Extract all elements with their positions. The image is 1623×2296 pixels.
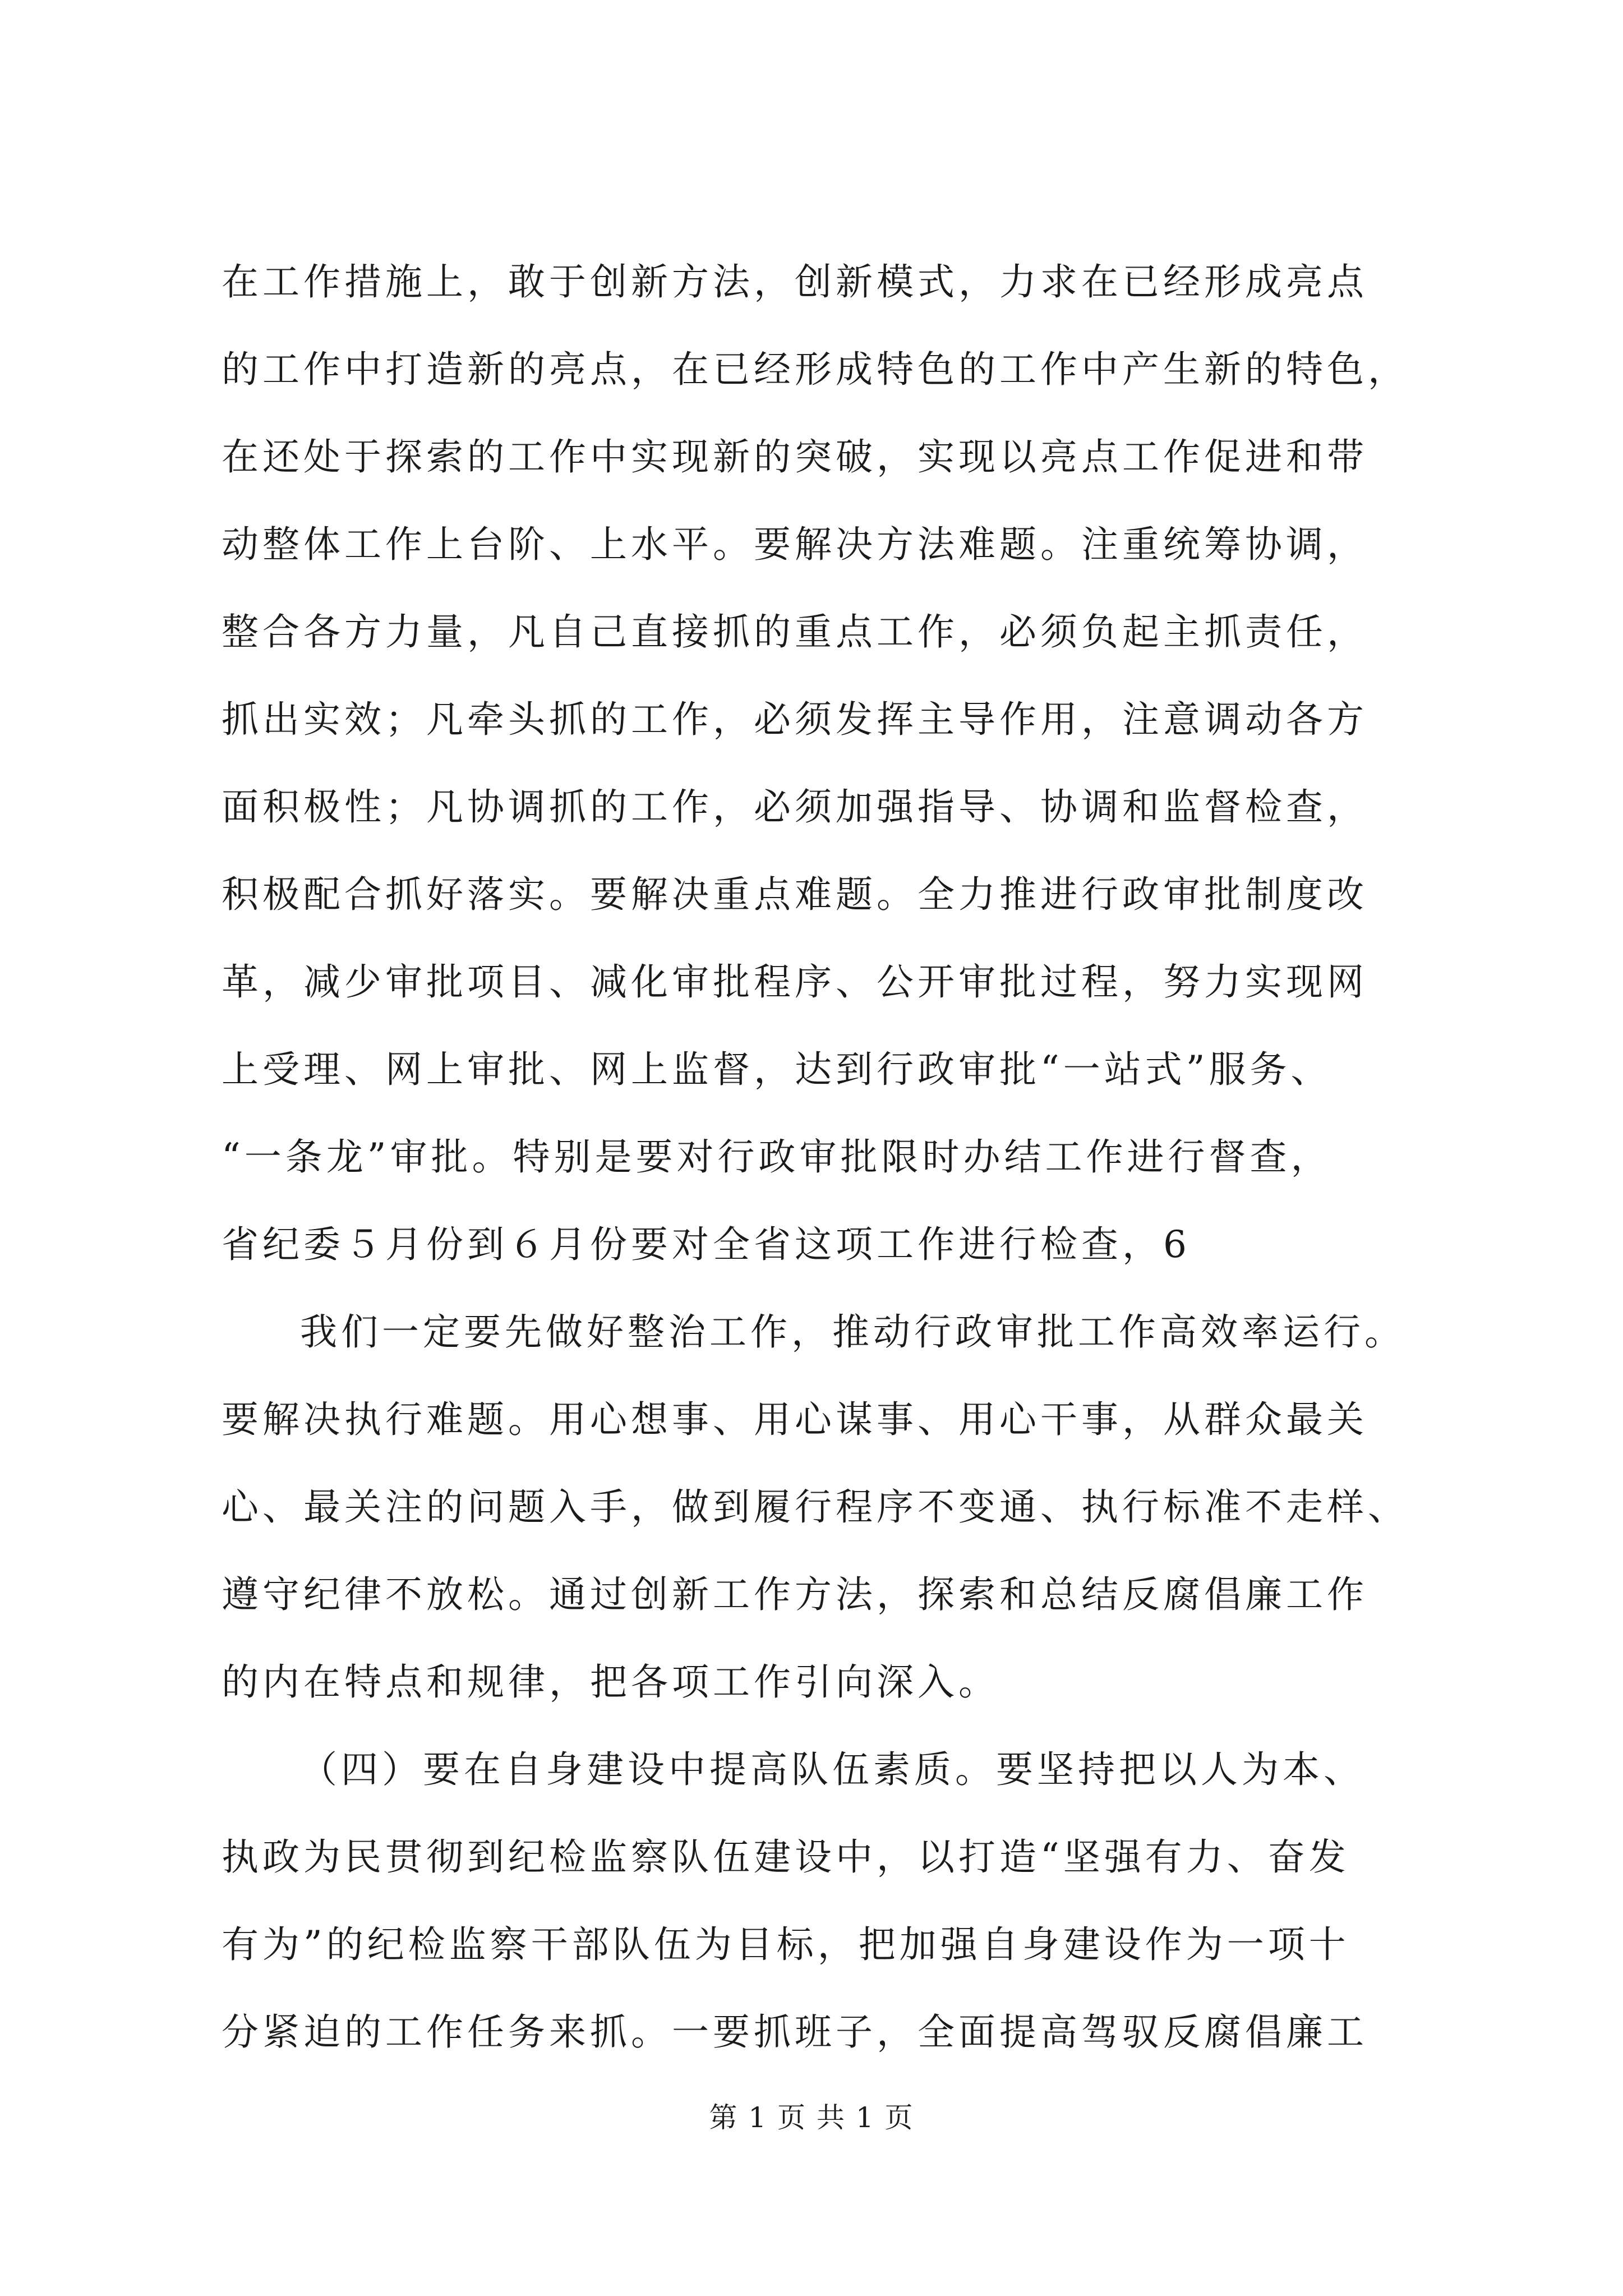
text-line: 省纪委５月份到６月份要对全省这项工作进行检查，6 <box>222 1223 1191 1266</box>
text-line: 积极配合抓好落实。要解决重点难题。全力推进行政审批制度改 <box>222 873 1368 916</box>
document-body <box>222 260 1478 2101</box>
text-line: 整合各方力量，凡自己直接抓的重点工作，必须负起主抓责任， <box>222 610 1368 654</box>
text-line: 要解决执行难题。用心想事、用心谋事、用心干事，从群众最关 <box>222 1398 1368 1441</box>
text-line: 遵守纪律不放松。通过创新工作方法，探索和总结反腐倡廉工作 <box>222 1573 1368 1616</box>
page-footer: 第 1 页 共 1 页 <box>709 2101 914 2134</box>
text-line: “一条龙”审批。特别是要对行政审批限时办结工作进行督查， <box>222 1135 1332 1179</box>
text-line: 分紧迫的工作任务来抓。一要抓班子，全面提高驾驭反腐倡廉工 <box>222 2010 1368 2054</box>
text-line: 的工作中打造新的亮点，在已经形成特色的工作中产生新的特色， <box>222 348 1409 391</box>
paragraph-start-line: 我们一定要先做好整治工作，推动行政审批工作高效率运行。 <box>300 1310 1405 1354</box>
text-line: 面积极性；凡协调抓的工作，必须加强指导、协调和监督检查， <box>222 785 1368 829</box>
text-line: 在工作措施上，敢于创新方法，创新模式，力求在已经形成亮点 <box>222 260 1368 303</box>
text-line: 的内在特点和规律，把各项工作引向深入。 <box>222 1660 999 1704</box>
text-line: 心、最关注的问题入手，做到履行程序不变通、执行标准不走样、 <box>222 1485 1409 1529</box>
text-line: 动整体工作上台阶、上水平。要解决方法难题。注重统筹协调， <box>222 523 1368 566</box>
text-line: 上受理、网上审批、网上监督，达到行政审批“一站式”服务、 <box>222 1048 1332 1091</box>
text-line: 革，减少审批项目、减化审批程序、公开审批过程，努力实现网 <box>222 960 1368 1004</box>
text-line: 有为”的纪检监察干部队伍为目标，把加强自身建设作为一项十 <box>222 1923 1350 1966</box>
text-line: 执政为民贯彻到纪检监察队伍建设中，以打造“坚强有力、奋发 <box>222 1835 1350 1879</box>
text-line: 在还处于探索的工作中实现新的突破，实现以亮点工作促进和带 <box>222 435 1368 478</box>
section-heading-line: （四）要在自身建设中提高队伍素质。要坚持把以人为本、 <box>300 1748 1364 1791</box>
text-line: 抓出实效；凡牵头抓的工作，必须发挥主导作用，注意调动各方 <box>222 698 1368 741</box>
